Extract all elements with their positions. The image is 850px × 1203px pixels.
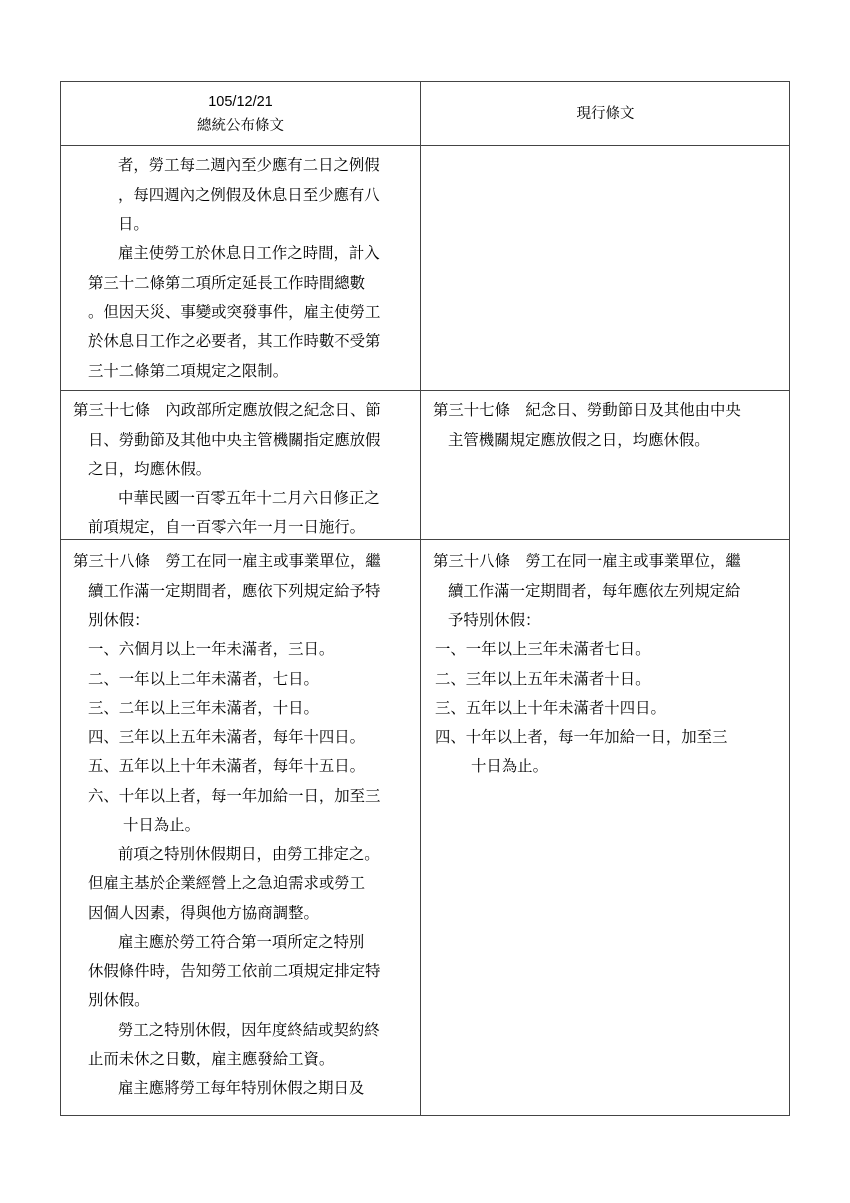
text-line: 雇主應將勞工每年特別休假之期日及	[118, 1079, 365, 1097]
article-38-heading: 第三十八條 勞工在同一雇主或事業單位，繼	[73, 552, 381, 570]
list-item: 四、三年以上五年未滿者，每年十四日。	[88, 728, 366, 746]
list-item: 一、一年以上三年未滿者七日。	[435, 640, 651, 658]
list-item: 五、五年以上十年未滿者，每年十五日。	[88, 757, 366, 775]
list-item: 二、三年以上五年未滿者十日。	[435, 670, 651, 688]
text-line: 主管機關規定應放假之日，均應休假。	[448, 431, 710, 449]
list-item: 四、十年以上者，每一年加給一日，加至三	[435, 728, 728, 746]
text-line: 之日，均應休假。	[88, 460, 212, 478]
list-item-continuation: 十日為止。	[123, 816, 200, 834]
text-line: 勞工之特別休假，因年度終結或契約終	[118, 1021, 380, 1039]
list-item: 三、五年以上十年未滿者十四日。	[435, 699, 666, 717]
text-line: ，每四週內之例假及休息日至少應有八	[118, 186, 380, 204]
right-cell-row-1	[421, 146, 790, 390]
text-line: 於休息日工作之必要者，其工作時數不受第	[88, 332, 381, 350]
list-item: 六、十年以上者，每一年加給一日，加至三	[88, 787, 381, 805]
comparison-table	[60, 81, 790, 1116]
list-item: 一、六個月以上一年未滿者，三日。	[88, 640, 335, 658]
right-cell-row-3	[421, 540, 790, 1115]
left-cell-row-1	[61, 146, 420, 390]
header-left-title: 總統公布條文	[197, 117, 284, 134]
list-item: 二、一年以上二年未滿者，七日。	[88, 670, 319, 688]
right-cell-row-2	[421, 391, 790, 539]
text-line: 中華民國一百零五年十二月六日修正之	[118, 489, 380, 507]
text-line: 續工作滿一定期間者，應依下列規定給予特	[88, 582, 381, 600]
left-cell-row-3	[61, 540, 420, 1115]
text-line: 前項之特別休假期日，由勞工排定之。	[118, 845, 380, 863]
article-37-heading: 第三十七條 內政部所定應放假之紀念日、節	[73, 401, 381, 419]
header-left-date: 105/12/21	[208, 93, 273, 110]
text-line: 三十二條第二項規定之限制。	[88, 362, 289, 380]
text-line: 。但因天災、事變或突發事件，雇主使勞工	[88, 303, 381, 321]
text-line: 別休假。	[88, 991, 150, 1009]
text-line: 續工作滿一定期間者，每年應依左列規定給	[448, 582, 741, 600]
header-right	[421, 82, 790, 145]
article-38-current-heading: 第三十八條 勞工在同一雇主或事業單位，繼	[433, 552, 741, 570]
header-left	[61, 82, 420, 145]
text-line: 止而未休之日數，雇主應發給工資。	[88, 1050, 335, 1068]
text-line: 雇主應於勞工符合第一項所定之特別	[118, 933, 365, 951]
text-line: 予特別休假：	[448, 611, 541, 629]
text-line: 休假條件時，告知勞工依前二項規定排定特	[88, 962, 381, 980]
list-item: 三、二年以上三年未滿者，十日。	[88, 699, 319, 717]
text-line: 日。	[118, 215, 149, 233]
text-line: 因個人因素，得與他方協商調整。	[88, 904, 319, 922]
list-item-continuation: 十日為止。	[471, 757, 548, 775]
left-cell-row-2	[61, 391, 420, 539]
text-line: 別休假：	[88, 611, 150, 629]
article-37-current-heading: 第三十七條 紀念日、勞動節日及其他由中央	[433, 401, 741, 419]
text-line: 但雇主基於企業經營上之急迫需求或勞工	[88, 874, 366, 892]
header-right-title: 現行條文	[576, 105, 635, 122]
text-line: 雇主使勞工於休息日工作之時間，計入	[118, 244, 380, 262]
text-line: 第三十二條第二項所定延長工作時間總數	[88, 274, 366, 292]
text-line: 前項規定，自一百零六年一月一日施行。	[88, 518, 366, 536]
text-line: 者，勞工每二週內至少應有二日之例假	[118, 156, 380, 174]
text-line: 日、勞動節及其他中央主管機關指定應放假	[88, 431, 381, 449]
